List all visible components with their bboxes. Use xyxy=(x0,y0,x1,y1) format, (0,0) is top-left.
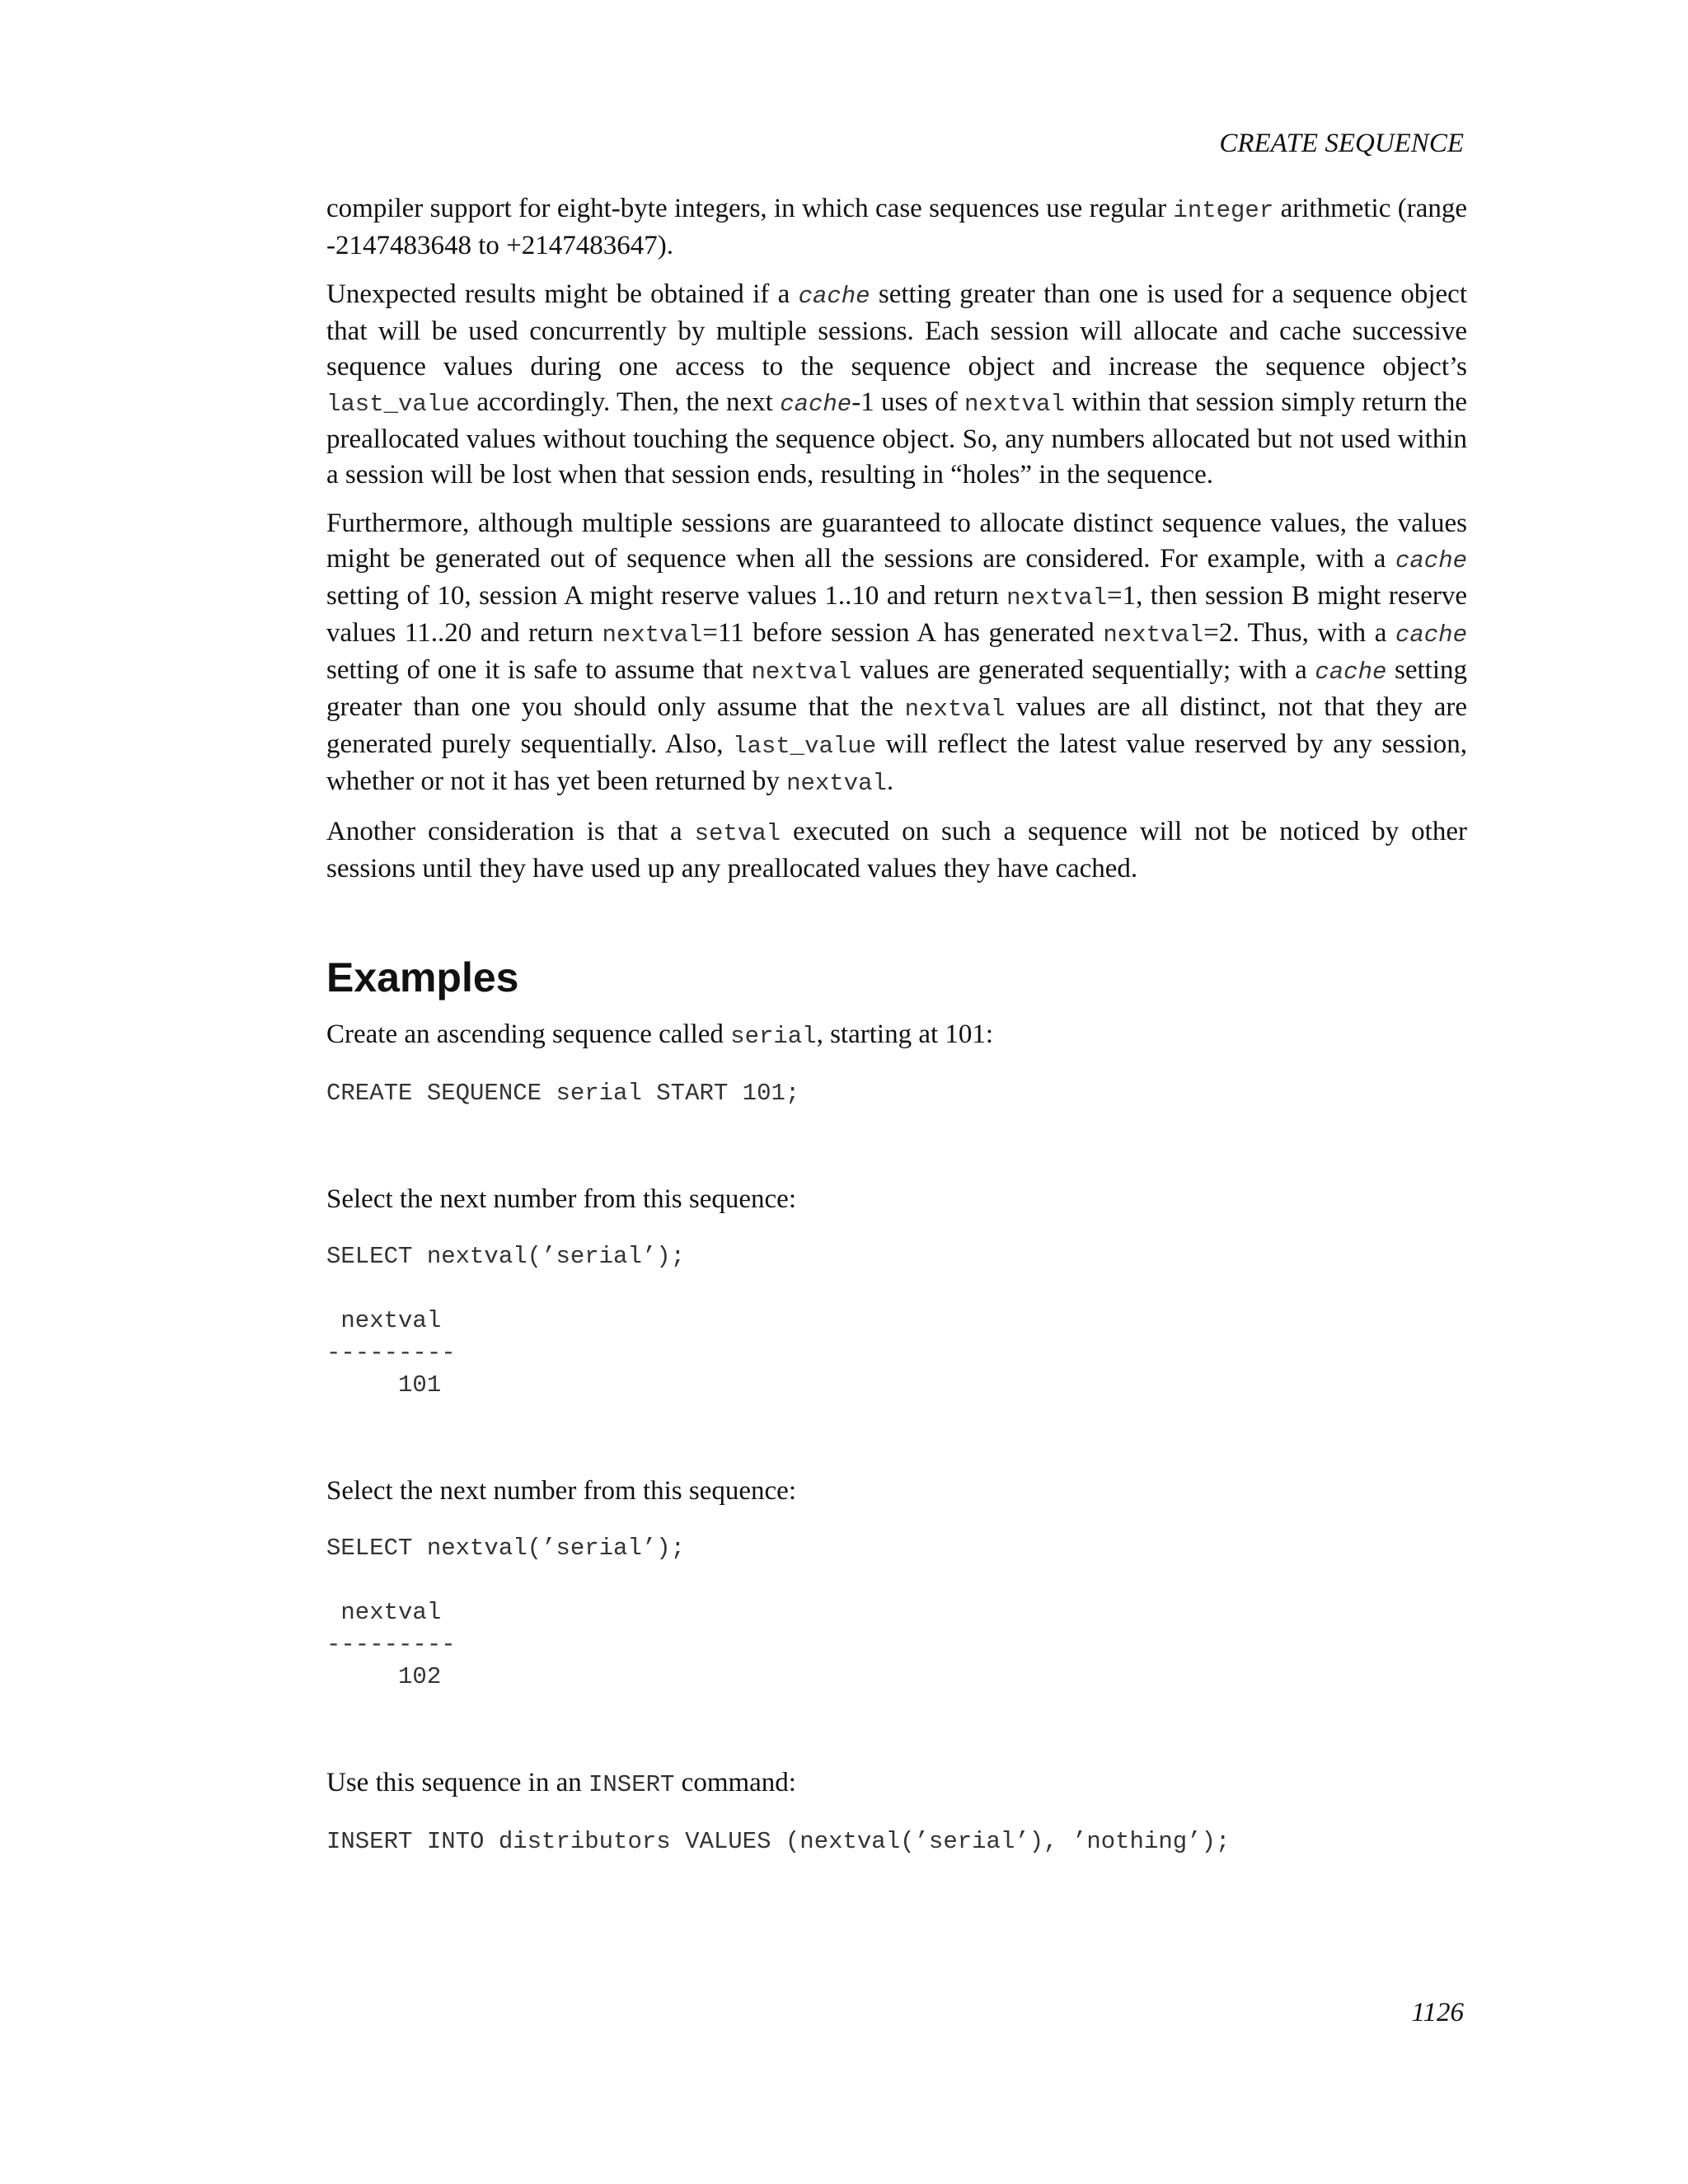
code-cache: cache xyxy=(1395,547,1467,574)
section-heading-examples: Examples xyxy=(326,954,519,1001)
code-block: INSERT INTO distributors VALUES (nextval(’serial’), ’nothing’); xyxy=(326,1828,1231,1855)
paragraph-integer-range: compiler support for eight-byte integers, in which case sequences use regular integer arithmetic (range -2147483648 to +2147483647). xyxy=(326,194,1467,260)
code-serial: serial xyxy=(730,1023,817,1050)
code-nextval: nextval xyxy=(1103,621,1204,649)
paragraph-sequence-order: Furthermore, although multiple sessions are guaranteed to allocate distinct sequence values, the values might be generated out of sequence when all the sessions are considered. For example, with a cache setting of 10, session A might reserve values 1..10 and return nextval=1, then session B might reserve values 11..20 and return nextval=11 before session A has generated nextval=2. Thus, with a cache setting of one it is safe to assume that nextval values are generated sequentially; with a cache setting greater than one you should only assume that the nextval values are all distinct, not that they are generated purely sequentially. Also, last_value will reflect the latest value reserved by any session, whether or not it has yet been returned by nextval. xyxy=(326,509,1468,797)
code-nextval: nextval xyxy=(786,770,887,797)
code-insert: INSERT xyxy=(588,1771,675,1798)
spacer xyxy=(326,1401,1467,1474)
example-intro: Select the next number from this sequence: xyxy=(326,1476,796,1506)
code-block: SELECT nextval(’serial’); nextval --------- 101 xyxy=(326,1243,686,1399)
code-cache: cache xyxy=(1315,658,1387,686)
code-block: SELECT nextval(’serial’); nextval --------- 102 xyxy=(326,1535,686,1690)
example-intro: Create an ascending sequence called serial, starting at 101: xyxy=(326,1019,994,1050)
spacer xyxy=(326,1109,1467,1182)
code-nextval: nextval xyxy=(751,658,852,686)
code-nextval: nextval xyxy=(964,391,1065,418)
code-cache: cache xyxy=(780,391,852,418)
code-block: CREATE SEQUENCE serial START 101; xyxy=(326,1080,800,1107)
code-integer: integer xyxy=(1173,197,1274,224)
code-cache: cache xyxy=(1395,621,1467,649)
code-nextval: nextval xyxy=(602,621,703,649)
code-last-value: last_value xyxy=(326,391,471,418)
code-nextval: nextval xyxy=(904,696,1006,723)
example-intro: Select the next number from this sequence: xyxy=(326,1184,796,1214)
code-last-value: last_value xyxy=(733,733,877,760)
code-setval: setval xyxy=(694,820,781,847)
code-cache: cache xyxy=(798,283,870,310)
example-intro: Use this sequence in an INSERT command: xyxy=(326,1768,796,1798)
paragraph-setval: Another consideration is that a setval executed on such a sequence will not be noticed by other sessions until they have used up any preallocated values they have cached. xyxy=(326,817,1467,883)
paragraph-cache-warning: Unexpected results might be obtained if a cache setting greater than one is used for a sequence object that will be used concurrently by multiple sessions. Each session will allocate and cache successive sequence values during one access to the sequence object and increase the sequence object’s last_value accordingly. Then, the next cache-1 uses of nextval within that session simply return the preallocated values without touching the sequence object. So, any numbers allocated but not used within a session will be lost when that session ends, resulting in “holes” in the sequence. xyxy=(326,279,1468,490)
page-content xyxy=(326,191,1467,1858)
page-number: 1126 xyxy=(1411,1998,1464,2027)
running-header: CREATE SEQUENCE xyxy=(1219,129,1464,158)
code-nextval: nextval xyxy=(1006,584,1107,612)
spacer xyxy=(326,1693,1467,1765)
